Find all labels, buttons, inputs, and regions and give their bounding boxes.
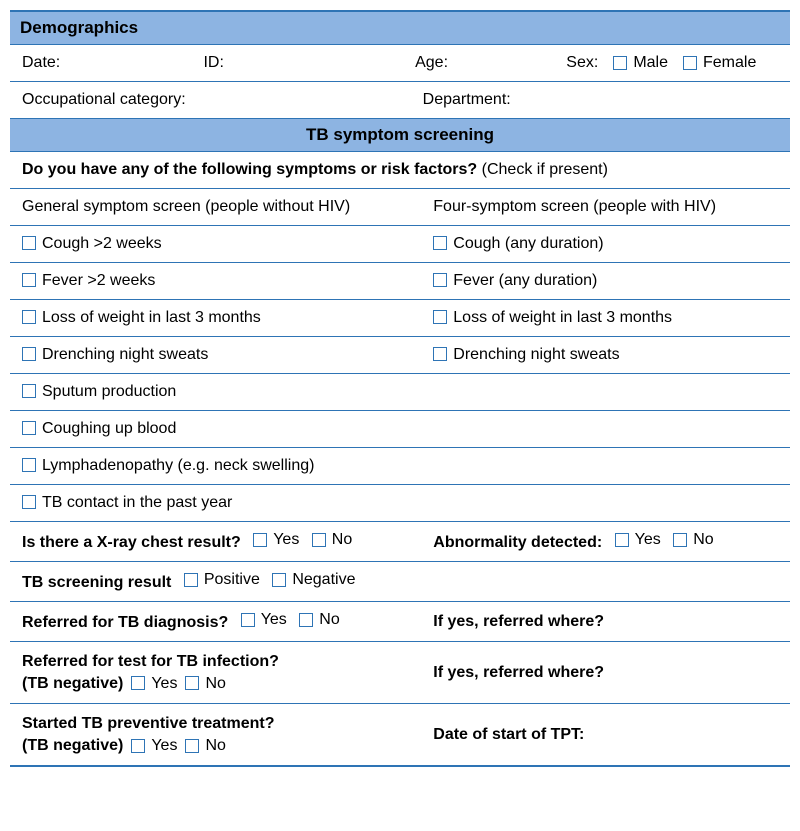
referred-diagnosis-option-no[interactable] <box>291 611 339 629</box>
checkbox-icon[interactable] <box>299 613 313 627</box>
sex-label: Sex: <box>566 54 599 71</box>
tpt-date-group[interactable] <box>423 717 788 753</box>
symptom-option-left[interactable] <box>12 300 423 336</box>
abnormality-option-yes-label: Yes <box>634 531 661 548</box>
referred-infection-no-label: No <box>205 674 226 692</box>
xray-question-group <box>12 522 423 561</box>
department-group <box>423 91 778 109</box>
checkbox-icon[interactable] <box>22 310 36 324</box>
checkbox-icon[interactable] <box>433 236 447 250</box>
referred-diagnosis-where-label: If yes, referred where? <box>433 612 605 630</box>
checkbox-icon[interactable] <box>673 533 687 547</box>
checkbox-icon[interactable] <box>22 236 36 250</box>
checkbox-icon[interactable] <box>683 56 697 70</box>
xray-option-no-label: No <box>331 531 353 548</box>
symptom-row <box>10 411 790 448</box>
checkbox-icon[interactable] <box>184 573 198 587</box>
referred-diagnosis-yes-label: Yes <box>260 611 287 628</box>
occupational-category-group <box>22 91 423 109</box>
abnormality-question: Abnormality detected: <box>433 534 603 551</box>
checkbox-icon[interactable] <box>22 347 36 361</box>
tpt-no-label: No <box>205 736 226 754</box>
demographics-title: Demographics <box>20 18 139 37</box>
referred-diagnosis-no-label: No <box>319 611 340 628</box>
checkbox-icon[interactable] <box>22 384 36 398</box>
tpt-sub: (TB negative) <box>22 736 124 754</box>
symptom-option-right[interactable] <box>423 263 788 299</box>
symptom-question-row <box>10 152 790 189</box>
checkbox-icon[interactable] <box>433 347 447 361</box>
symptom-label-right: Drenching night sweats <box>453 346 620 363</box>
abnormality-option-no-label: No <box>693 531 714 548</box>
tpt-group <box>12 704 423 765</box>
checkbox-icon[interactable] <box>131 676 145 690</box>
symptom-label-left: TB contact in the past year <box>42 494 233 511</box>
sex-field-group <box>566 54 778 72</box>
screening-result-negative-label: Negative <box>292 571 356 588</box>
sex-option-male-label: Male <box>633 54 668 71</box>
referred-infection-option-yes[interactable] <box>123 673 177 695</box>
form-body <box>10 10 790 767</box>
tpt-option-no[interactable] <box>177 735 225 757</box>
symptom-option-left[interactable] <box>12 226 423 262</box>
symptom-option-left[interactable] <box>12 448 423 484</box>
symptom-label-left: Fever >2 weeks <box>42 272 156 289</box>
symptom-empty-right <box>423 494 788 512</box>
sex-option-male[interactable] <box>605 54 668 72</box>
id-label: ID: <box>203 54 224 71</box>
referred-diagnosis-where-group[interactable] <box>423 604 788 640</box>
symptom-row <box>10 226 790 263</box>
symptom-option-left[interactable] <box>12 485 423 521</box>
symptom-empty-right <box>423 457 788 475</box>
referred-infection-yes-label: Yes <box>151 674 178 692</box>
screening-result-row <box>10 562 790 602</box>
xray-row <box>10 522 790 562</box>
checkbox-icon[interactable] <box>272 573 286 587</box>
referred-diagnosis-option-yes[interactable] <box>233 611 287 629</box>
referred-diagnosis-question: Referred for TB diagnosis? <box>22 614 229 631</box>
symptom-label-left: Sputum production <box>42 383 177 400</box>
symptom-option-right[interactable] <box>423 337 788 373</box>
tpt-date-label: Date of start of TPT: <box>433 725 585 743</box>
tpt-question: Started TB preventive treatment? <box>22 715 275 733</box>
id-field-group <box>203 54 415 72</box>
symptom-row <box>10 374 790 411</box>
screening-result-group <box>12 562 788 601</box>
abnormality-option-yes[interactable] <box>607 531 661 549</box>
checkbox-icon[interactable] <box>312 533 326 547</box>
referred-infection-group <box>12 642 423 703</box>
symptom-row <box>10 263 790 300</box>
tpt-option-yes[interactable] <box>123 735 177 757</box>
xray-option-no[interactable] <box>304 531 352 549</box>
sex-option-female-label: Female <box>703 54 757 71</box>
occupational-category-label: Occupational category: <box>22 91 186 108</box>
symptom-label-left: Loss of weight in last 3 months <box>42 309 261 326</box>
referred-infection-option-no[interactable] <box>177 673 225 695</box>
referred-infection-where-label: If yes, referred where? <box>433 663 605 681</box>
tpt-yes-label: Yes <box>151 736 178 754</box>
referred-diagnosis-row <box>10 602 790 642</box>
symptom-option-right[interactable] <box>423 226 788 262</box>
symptom-label-right: Loss of weight in last 3 months <box>453 309 673 326</box>
xray-option-yes[interactable] <box>245 531 299 549</box>
checkbox-icon[interactable] <box>22 273 36 287</box>
checkbox-icon[interactable] <box>185 676 199 690</box>
symptom-label-left: Coughing up blood <box>42 420 177 437</box>
symptom-empty-right <box>423 420 788 438</box>
checkbox-icon[interactable] <box>22 421 36 435</box>
symptom-option-right[interactable] <box>423 300 788 336</box>
xray-option-yes-label: Yes <box>273 531 300 548</box>
checkbox-icon[interactable] <box>615 533 629 547</box>
sex-option-female[interactable] <box>675 54 756 72</box>
symptom-question-note: (Check if present) <box>481 161 608 178</box>
date-label: Date: <box>22 54 61 71</box>
age-field-group <box>415 54 566 72</box>
symptom-label-left: Drenching night sweats <box>42 346 209 363</box>
abnormality-group <box>423 522 788 561</box>
symptom-empty-right <box>423 383 788 401</box>
screening-result-option-positive[interactable] <box>176 571 260 589</box>
section-header-demographics <box>10 12 790 45</box>
column-header-four-symptom: Four-symptom screen (people with HIV) <box>433 198 717 215</box>
symptom-label-right: Cough (any duration) <box>453 235 604 252</box>
symptom-option-left[interactable] <box>12 337 423 373</box>
symptom-option-left[interactable] <box>12 374 423 410</box>
xray-question: Is there a X-ray chest result? <box>22 534 241 551</box>
demographics-row-1 <box>10 45 790 82</box>
symptom-label-left: Lymphadenopathy (e.g. neck swelling) <box>42 457 315 474</box>
checkbox-icon[interactable] <box>131 739 145 753</box>
symptom-row <box>10 300 790 337</box>
referred-diagnosis-group <box>12 602 423 641</box>
checkbox-icon[interactable] <box>241 613 255 627</box>
symptom-option-left[interactable] <box>12 263 423 299</box>
symptom-question: Do you have any of the following symptoms or risk factors? <box>22 161 478 178</box>
symptom-label-right: Fever (any duration) <box>453 272 598 289</box>
referred-infection-sub: (TB negative) <box>22 674 124 692</box>
tb-symptom-title: TB symptom screening <box>306 125 494 144</box>
date-field-group <box>22 54 203 72</box>
department-label: Department: <box>422 91 511 108</box>
checkbox-icon[interactable] <box>22 495 36 509</box>
abnormality-option-no[interactable] <box>665 531 713 549</box>
section-header-tb-symptom-screening <box>10 119 790 152</box>
age-label: Age: <box>415 54 449 71</box>
symptom-label-left: Cough >2 weeks <box>42 235 162 252</box>
symptom-row <box>10 337 790 374</box>
symptom-column-headers <box>10 189 790 226</box>
checkbox-icon[interactable] <box>613 56 627 70</box>
checkbox-icon[interactable] <box>433 273 447 287</box>
referred-infection-question: Referred for test for TB infection? <box>22 653 279 670</box>
tpt-row <box>10 704 790 765</box>
column-header-general: General symptom screen (people without HIV) <box>22 198 351 215</box>
screening-result-positive-label: Positive <box>203 571 260 588</box>
symptom-option-left[interactable] <box>12 411 423 447</box>
checkbox-icon[interactable] <box>253 533 267 547</box>
demographics-row-2 <box>10 82 790 119</box>
checkbox-icon[interactable] <box>22 458 36 472</box>
checkbox-icon[interactable] <box>185 739 199 753</box>
referred-infection-row <box>10 642 790 704</box>
symptom-row <box>10 448 790 485</box>
screening-result-option-negative[interactable] <box>264 571 355 589</box>
checkbox-icon[interactable] <box>433 310 447 324</box>
symptom-row <box>10 485 790 522</box>
screening-result-label: TB screening result <box>22 574 172 591</box>
referred-infection-where-group[interactable] <box>423 655 788 691</box>
